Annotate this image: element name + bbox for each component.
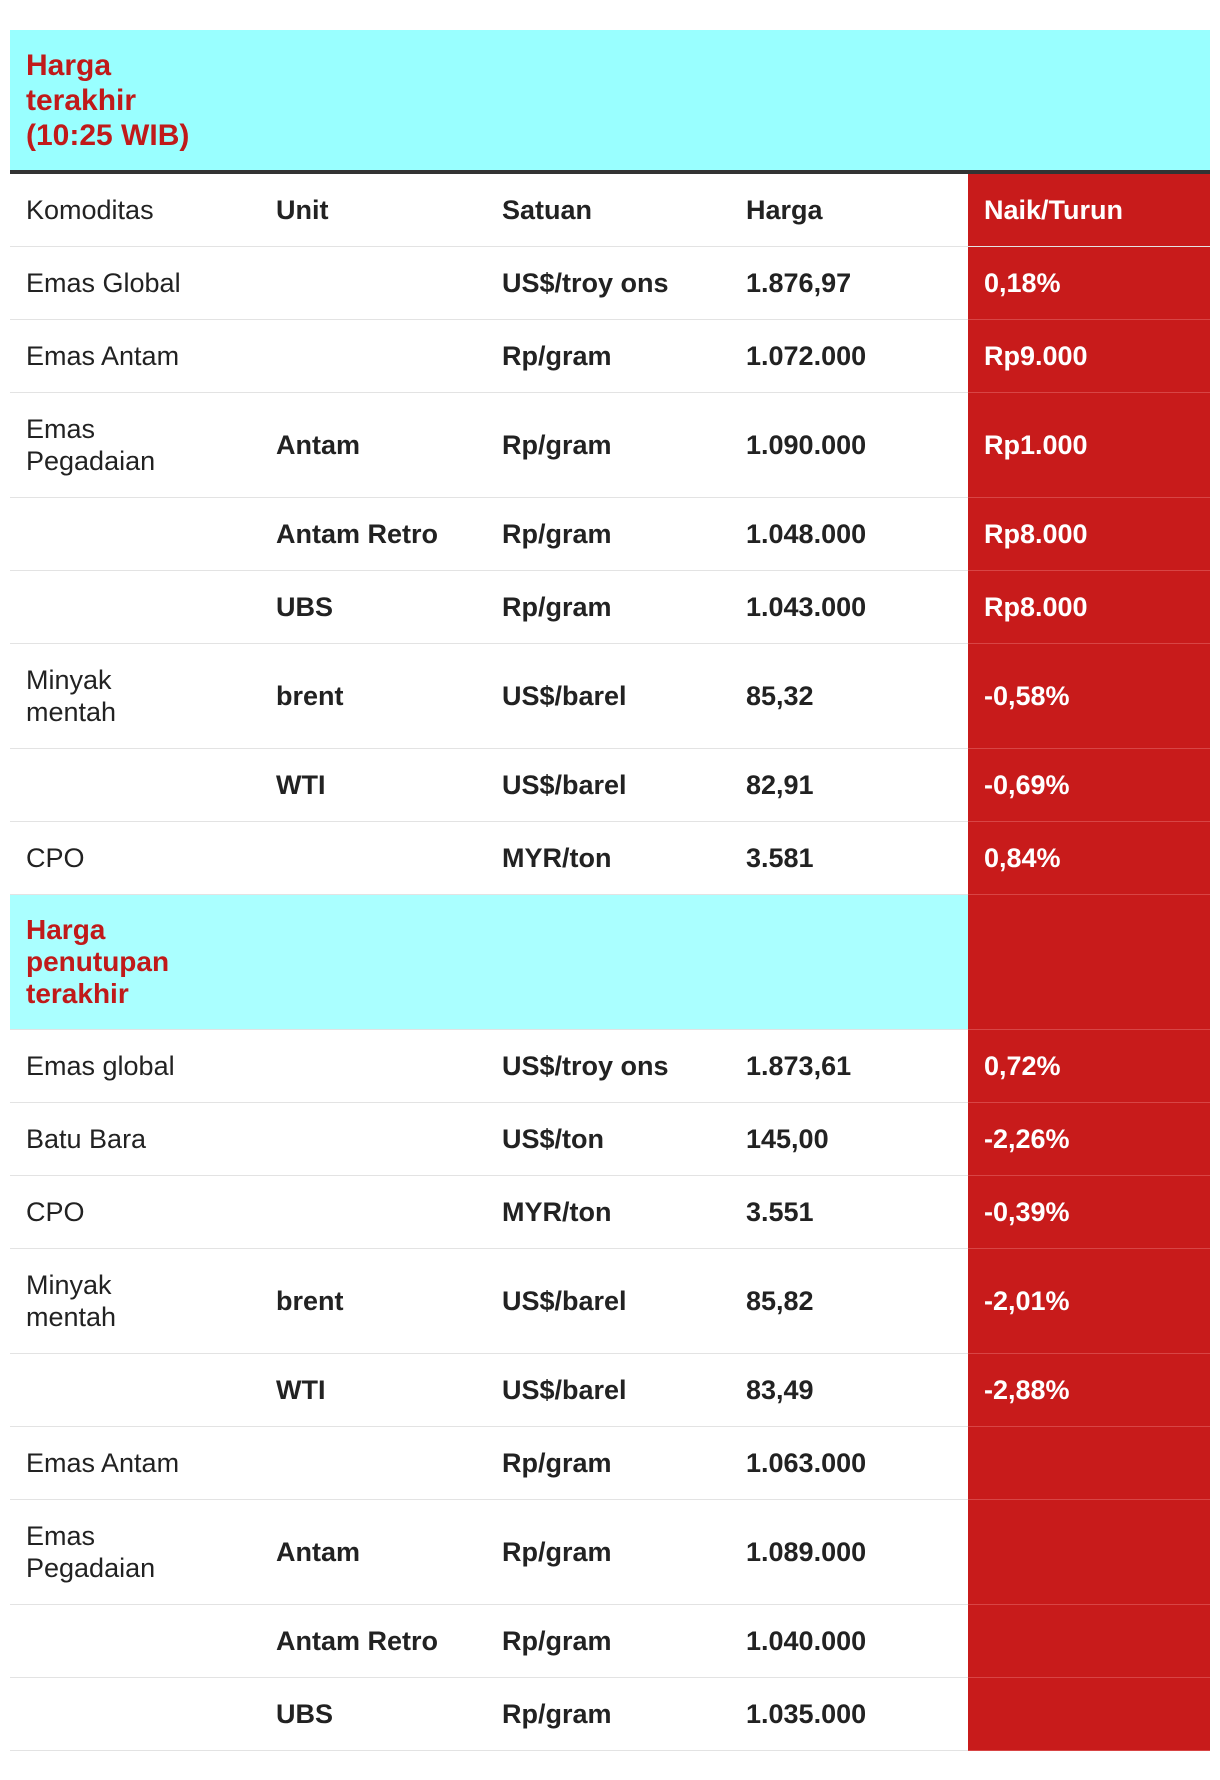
- cell-harga: 1.048.000: [730, 498, 968, 571]
- cell-unit: brent: [260, 1249, 486, 1354]
- cell-unit: [260, 1103, 486, 1176]
- cell-change: -2,26%: [968, 1103, 1210, 1176]
- table-row: [10, 822, 1210, 895]
- cell-satuan: Rp/gram: [486, 1678, 730, 1751]
- cell-harga: 1.876,97: [730, 247, 968, 320]
- cell-satuan: US$/ton: [486, 1103, 730, 1176]
- cell-change: [968, 1678, 1210, 1751]
- cell-change: -0,69%: [968, 749, 1210, 822]
- cell-unit: [260, 822, 486, 895]
- cell-unit: Antam Retro: [260, 1605, 486, 1678]
- cell-change: 0,18%: [968, 247, 1210, 320]
- table-header-row: [10, 172, 1210, 247]
- cell-harga: 1.063.000: [730, 1427, 968, 1500]
- cell-change: Rp8.000: [968, 571, 1210, 644]
- table-row: [10, 320, 1210, 393]
- cell-satuan: US$/barel: [486, 644, 730, 749]
- cell-unit: brent: [260, 644, 486, 749]
- cell-satuan: MYR/ton: [486, 1176, 730, 1249]
- cell-harga: 1.040.000: [730, 1605, 968, 1678]
- cell-komoditas: Emas Antam: [10, 1427, 260, 1500]
- cell-unit: Antam Retro: [260, 498, 486, 571]
- cell-harga: 85,32: [730, 644, 968, 749]
- cell-change: Rp8.000: [968, 498, 1210, 571]
- cell-change: [968, 1500, 1210, 1605]
- cell-unit: [260, 247, 486, 320]
- cell-komoditas: [10, 393, 260, 498]
- section-title-latest: [10, 30, 1210, 172]
- cell-satuan: US$/barel: [486, 1354, 730, 1427]
- table-row: [10, 1500, 1210, 1605]
- cell-komoditas: CPO: [10, 822, 260, 895]
- header-satuan: Satuan: [486, 172, 730, 247]
- cell-change: -0,58%: [968, 644, 1210, 749]
- cell-satuan: US$/troy ons: [486, 247, 730, 320]
- cell-satuan: Rp/gram: [486, 1427, 730, 1500]
- cell-komoditas: [10, 1605, 260, 1678]
- cell-komoditas: Batu Bara: [10, 1103, 260, 1176]
- cell-harga: 1.035.000: [730, 1678, 968, 1751]
- cell-harga: 1.043.000: [730, 571, 968, 644]
- cell-komoditas: [10, 1678, 260, 1751]
- table-row: [10, 1103, 1210, 1176]
- section-title-closing-text: Harga penutupan terakhir: [26, 914, 170, 1009]
- cell-unit: Antam: [260, 393, 486, 498]
- header-change: Naik/Turun: [968, 172, 1210, 247]
- cell-satuan: Rp/gram: [486, 1500, 730, 1605]
- section-header-latest: [10, 30, 1210, 172]
- cell-komoditas: CPO: [10, 1176, 260, 1249]
- cell-change: [968, 1605, 1210, 1678]
- cell-unit: [260, 320, 486, 393]
- table-row: [10, 571, 1210, 644]
- cell-komoditas: Emas Global: [10, 247, 260, 320]
- cell-komoditas: Emas Antam: [10, 320, 260, 393]
- cell-satuan: Rp/gram: [486, 320, 730, 393]
- cell-komoditas-text: Emas Pegadaian: [26, 414, 156, 476]
- table-row: [10, 1354, 1210, 1427]
- cell-satuan: Rp/gram: [486, 571, 730, 644]
- cell-unit: WTI: [260, 749, 486, 822]
- cell-komoditas: [10, 644, 260, 749]
- cell-komoditas: [10, 1354, 260, 1427]
- table-row: [10, 749, 1210, 822]
- section-closing-change-fill: [968, 895, 1210, 1030]
- cell-komoditas: [10, 498, 260, 571]
- header-harga: Harga: [730, 172, 968, 247]
- commodity-price-table-container: [10, 30, 1210, 1751]
- cell-komoditas-text: Emas Pegadaian: [26, 1521, 156, 1583]
- table-row: [10, 1427, 1210, 1500]
- cell-satuan: US$/barel: [486, 1249, 730, 1354]
- section-title-closing: [10, 895, 968, 1030]
- table-row: [10, 1605, 1210, 1678]
- table-row: [10, 247, 1210, 320]
- cell-change: 0,84%: [968, 822, 1210, 895]
- cell-change: Rp9.000: [968, 320, 1210, 393]
- header-unit: Unit: [260, 172, 486, 247]
- table-row: [10, 1678, 1210, 1751]
- header-komoditas: Komoditas: [10, 172, 260, 247]
- section-title-latest-text: Harga terakhir (10:25 WIB): [26, 48, 190, 152]
- table-row: [10, 644, 1210, 749]
- commodity-price-table: [10, 30, 1210, 1751]
- cell-komoditas-text: Minyak mentah: [26, 665, 117, 727]
- table-row: [10, 1176, 1210, 1249]
- cell-komoditas: [10, 749, 260, 822]
- cell-komoditas: [10, 571, 260, 644]
- cell-unit: UBS: [260, 1678, 486, 1751]
- cell-satuan: MYR/ton: [486, 822, 730, 895]
- cell-unit: [260, 1176, 486, 1249]
- cell-harga: 1.090.000: [730, 393, 968, 498]
- cell-harga: 85,82: [730, 1249, 968, 1354]
- table-row: [10, 498, 1210, 571]
- cell-harga: 1.089.000: [730, 1500, 968, 1605]
- cell-komoditas: Emas global: [10, 1030, 260, 1103]
- cell-change: Rp1.000: [968, 393, 1210, 498]
- cell-harga: 3.581: [730, 822, 968, 895]
- cell-harga: 83,49: [730, 1354, 968, 1427]
- cell-satuan: Rp/gram: [486, 393, 730, 498]
- cell-harga: 82,91: [730, 749, 968, 822]
- cell-komoditas-text: Minyak mentah: [26, 1270, 117, 1332]
- cell-satuan: US$/troy ons: [486, 1030, 730, 1103]
- cell-unit: WTI: [260, 1354, 486, 1427]
- cell-satuan: Rp/gram: [486, 498, 730, 571]
- table-row: [10, 1030, 1210, 1103]
- cell-unit: UBS: [260, 571, 486, 644]
- cell-unit: [260, 1427, 486, 1500]
- cell-change: [968, 1427, 1210, 1500]
- cell-harga: 145,00: [730, 1103, 968, 1176]
- cell-unit: [260, 1030, 486, 1103]
- cell-change: 0,72%: [968, 1030, 1210, 1103]
- cell-change: -2,88%: [968, 1354, 1210, 1427]
- cell-harga: 1.873,61: [730, 1030, 968, 1103]
- cell-komoditas: [10, 1500, 260, 1605]
- cell-harga: 3.551: [730, 1176, 968, 1249]
- cell-change: -2,01%: [968, 1249, 1210, 1354]
- cell-unit: Antam: [260, 1500, 486, 1605]
- table-row: [10, 393, 1210, 498]
- cell-harga: 1.072.000: [730, 320, 968, 393]
- cell-komoditas: [10, 1249, 260, 1354]
- cell-change: -0,39%: [968, 1176, 1210, 1249]
- cell-satuan: Rp/gram: [486, 1605, 730, 1678]
- section-header-closing: [10, 895, 1210, 1030]
- table-row: [10, 1249, 1210, 1354]
- cell-satuan: US$/barel: [486, 749, 730, 822]
